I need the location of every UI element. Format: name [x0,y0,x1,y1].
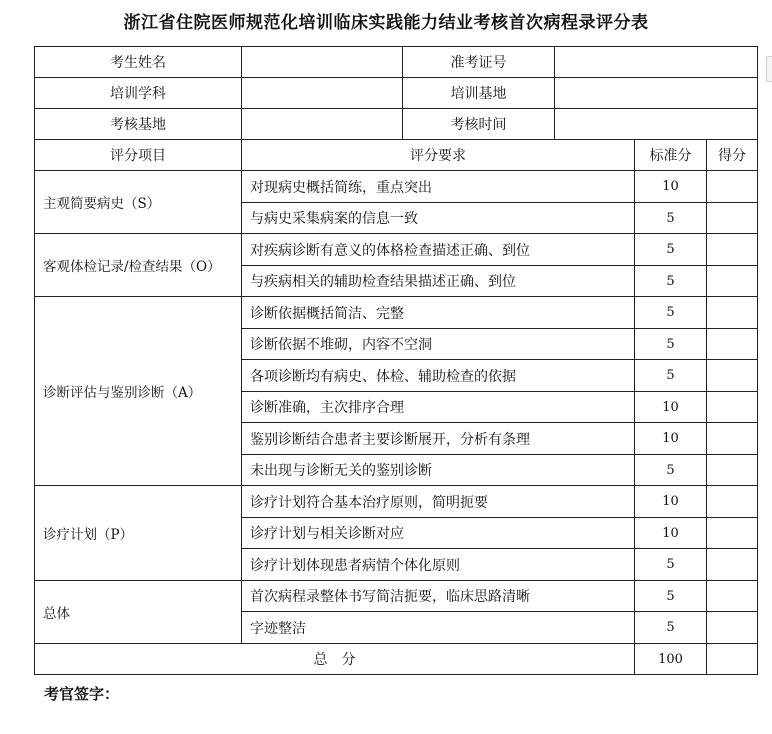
standard-score: 5 [635,266,707,297]
side-panel-tab[interactable] [766,56,772,82]
header-standard: 标准分 [635,140,707,171]
score-input[interactable] [707,203,758,234]
info-row [35,109,758,140]
total-score-input[interactable] [707,644,758,675]
requirement-text: 各项诊断均有病史、体检、辅助检查的依据 [242,360,635,392]
score-input[interactable] [707,234,758,266]
standard-score: 5 [635,360,707,392]
score-input[interactable] [707,360,758,392]
requirement-text: 诊断依据不堆砌，内容不空洞 [242,329,635,360]
requirement-text: 鉴别诊断结合患者主要诊断展开，分析有条理 [242,423,635,455]
requirement-text: 诊疗计划与相关诊断对应 [242,518,635,549]
score-input[interactable] [707,581,758,612]
requirement-text: 首次病程录整体书写简洁扼要，临床思路清晰 [242,581,635,612]
standard-score: 5 [635,297,707,329]
table-row [35,581,758,612]
info-label: 培训基地 [403,78,555,109]
header-requirement: 评分要求 [242,140,635,171]
table-row [35,297,758,329]
standard-score: 10 [635,518,707,549]
info-label: 准考证号 [403,47,555,78]
table-row [35,234,758,266]
standard-score: 10 [635,486,707,518]
section-name: 诊断评估与鉴别诊断（A） [35,297,242,486]
score-input[interactable] [707,612,758,644]
requirement-text: 与疾病相关的辅助检查结果描述正确、到位 [242,266,635,297]
section-name: 主观简要病史（S） [35,171,242,234]
table-row [35,171,758,203]
requirement-text: 诊疗计划符合基本治疗原则，简明扼要 [242,486,635,518]
info-label: 考核时间 [403,109,555,140]
examiner-signature-label: 考官签字： [44,685,120,703]
score-input[interactable] [707,518,758,549]
info-row [35,78,758,109]
score-input[interactable] [707,486,758,518]
requirement-text: 诊疗计划体现患者病情个体化原则 [242,549,635,581]
exam-base-field[interactable] [242,109,403,140]
standard-score: 10 [635,423,707,455]
header-score: 得分 [707,140,758,171]
candidate-name-field[interactable] [242,47,403,78]
requirement-text: 未出现与诊断无关的鉴别诊断 [242,455,635,486]
table-row [35,486,758,518]
score-form-table [34,46,758,675]
score-input[interactable] [707,171,758,203]
standard-score: 10 [635,392,707,423]
training-base-field[interactable] [555,78,758,109]
total-label: 总 分 [35,644,635,675]
score-input[interactable] [707,549,758,581]
section-name: 客观体检记录/检查结果（O） [35,234,242,297]
standard-score: 5 [635,612,707,644]
standard-score: 10 [635,171,707,203]
header-item: 评分项目 [35,140,242,171]
exam-time-field[interactable] [555,109,758,140]
standard-score: 5 [635,234,707,266]
training-discipline-field[interactable] [242,78,403,109]
section-name: 诊疗计划（P） [35,486,242,581]
score-input[interactable] [707,329,758,360]
requirement-text: 对现病史概括简练，重点突出 [242,171,635,203]
score-input[interactable] [707,455,758,486]
standard-score: 5 [635,549,707,581]
standard-score: 5 [635,329,707,360]
total-standard-score: 100 [635,644,707,675]
requirement-text: 字迹整洁 [242,612,635,644]
page-title: 浙江省住院医师规范化培训临床实践能力结业考核首次病程录评分表 [123,13,649,33]
score-input[interactable] [707,266,758,297]
total-row [35,644,758,675]
score-input[interactable] [707,423,758,455]
section-name: 总体 [35,581,242,644]
info-label: 培训学科 [35,78,242,109]
requirement-text: 对疾病诊断有意义的体格检查描述正确、到位 [242,234,635,266]
requirement-text: 诊断准确，主次排序合理 [242,392,635,423]
standard-score: 5 [635,455,707,486]
score-input[interactable] [707,297,758,329]
standard-score: 5 [635,203,707,234]
info-label: 考生姓名 [35,47,242,78]
info-label: 考核基地 [35,109,242,140]
standard-score: 5 [635,581,707,612]
table-header-row [35,140,758,171]
requirement-text: 与病史采集病案的信息一致 [242,203,635,234]
exam-number-field[interactable] [555,47,758,78]
info-row [35,47,758,78]
score-input[interactable] [707,392,758,423]
requirement-text: 诊断依据概括简洁、完整 [242,297,635,329]
